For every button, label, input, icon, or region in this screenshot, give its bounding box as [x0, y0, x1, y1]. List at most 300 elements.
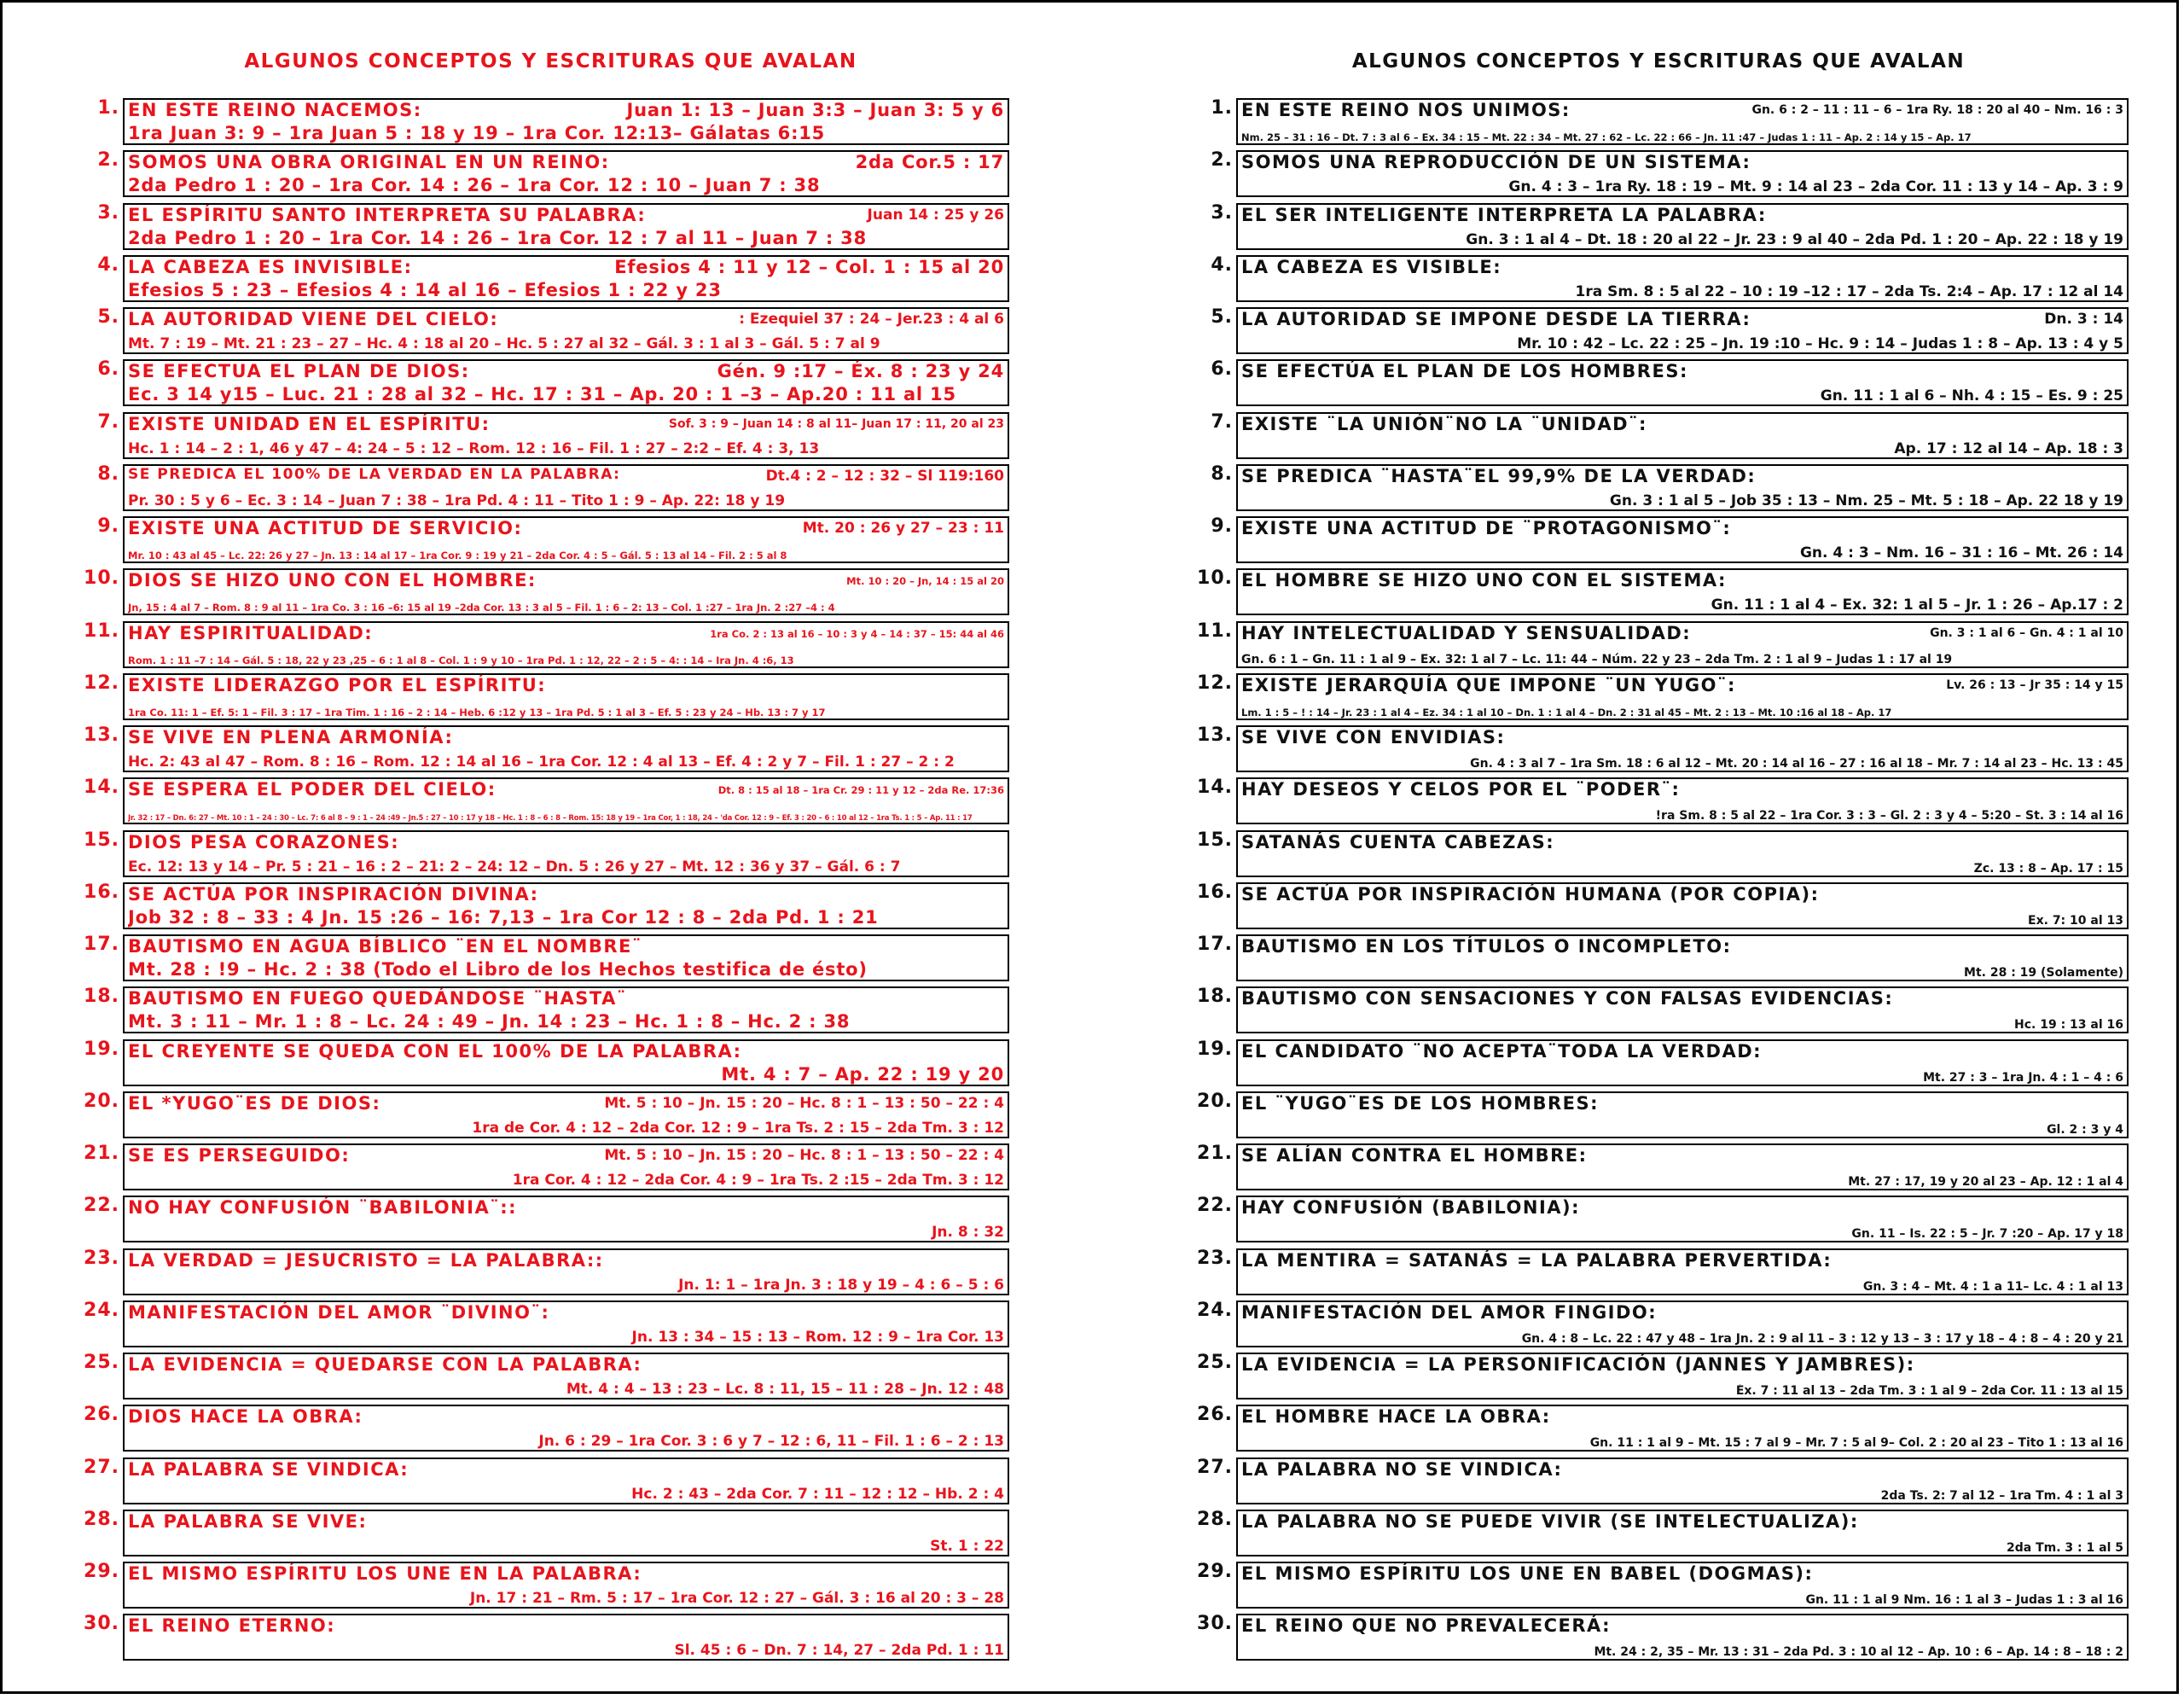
concept-heading: LA VERDAD = JESUCRISTO = LA PALABRA:: — [128, 1249, 604, 1271]
concept-row — [75, 464, 1009, 512]
concept-row — [75, 307, 1009, 355]
scripture-references: Jn. 8 : 32 — [932, 1224, 1004, 1242]
concept-line-1 — [1241, 570, 2123, 591]
concept-heading: LA PALABRA SE VIVE: — [128, 1510, 368, 1532]
concept-number: 30. — [84, 1613, 119, 1635]
concept-number: 4. — [97, 253, 119, 276]
concept-number: 18. — [1197, 986, 1233, 1008]
concept-box — [1236, 1143, 2129, 1190]
concept-box — [1236, 150, 2129, 197]
concept-box — [123, 1510, 1009, 1556]
left-column-title: ALGUNOS CONCEPTOS Y ESCRITURAS QUE AVALAN — [244, 50, 857, 73]
concept-row — [1188, 98, 2129, 146]
concept-number: 13. — [1197, 724, 1233, 746]
concept-box — [123, 621, 1009, 668]
concept-box — [1236, 203, 2129, 250]
scripture-references: !ra Sm. 8 : 5 al 22 – 1ra Cor. 3 : 3 – Gl. 2 : 3 y 4 – 5:20 – St. 3 : 14 al 16 — [1655, 809, 2123, 823]
concept-row — [75, 1039, 1009, 1087]
concept-box — [1236, 1248, 2129, 1295]
scripture-references: Mr. 10 : 42 – Lc. 22 : 25 – Jn. 19 :10 – Hc. 9 : 14 – Judas 1 : 8 – Ap. 13 : 4 y 5 — [1517, 335, 2123, 352]
concept-heading: SE ALÍAN CONTRA EL HOMBRE: — [1241, 1145, 1588, 1166]
concept-heading: MANIFESTACIÓN DEL AMOR ¨DIVINO¨: — [128, 1301, 550, 1323]
concept-number: 18. — [84, 986, 119, 1008]
concept-box — [123, 412, 1009, 459]
concept-heading: EXISTE UNIDAD EN EL ESPÍRITU: — [128, 413, 491, 434]
concept-row — [1188, 150, 2129, 198]
scripture-references: Job 32 : 8 – 33 : 4 Jn. 15 :26 – 16: 7,13 – 1ra Cor 12 : 8 – 2da Pd. 1 : 21 — [128, 906, 879, 928]
concept-line-1 — [128, 361, 1004, 381]
concept-box — [1236, 1353, 2129, 1399]
concept-row — [75, 1510, 1009, 1557]
concept-box — [123, 725, 1009, 772]
concept-row — [75, 1458, 1009, 1505]
concept-box — [123, 934, 1009, 981]
concept-box — [123, 1458, 1009, 1504]
scripture-reference: Dn. 3 : 14 — [2044, 311, 2123, 328]
concept-number: 26. — [1197, 1404, 1233, 1426]
scripture-references: Hc. 2: 43 al 47 – Rom. 8 : 16 – Rom. 12 : 14 al 16 – 1ra Cor. 12 : 4 al 13 – Ef. 4 : 2 y 7 – Fil. 1 : 27 – 2 : 2 — [128, 753, 955, 771]
scripture-reference: Mt. 10 : 20 – Jn, 14 : 15 al 20 — [846, 575, 1004, 588]
concept-line-1 — [128, 1406, 1004, 1427]
concept-heading: SE VIVE CON ENVIDIAS: — [1241, 727, 1506, 748]
concept-line-1 — [128, 1563, 1004, 1584]
concept-row — [75, 1614, 1009, 1661]
scripture-references: St. 1 : 22 — [930, 1537, 1004, 1555]
concept-box — [123, 307, 1009, 354]
concept-number: 14. — [1197, 777, 1233, 799]
concept-line-1 — [1241, 1145, 2123, 1166]
concept-row — [1188, 307, 2129, 355]
concept-number: 21. — [84, 1143, 119, 1164]
concept-number: 27. — [84, 1456, 119, 1478]
concept-number: 2. — [1211, 149, 1233, 172]
concept-row — [75, 1248, 1009, 1296]
concept-box — [123, 1196, 1009, 1242]
scripture-references: Pr. 30 : 5 y 6 – Ec. 3 : 14 – Juan 7 : 38 – 1ra Pd. 4 : 11 – Tito 1 : 9 – Ap. 22: 18 y 19 — [128, 492, 786, 509]
concept-box — [1236, 1458, 2129, 1504]
concept-heading: EXISTE ¨LA UNIÓN¨NO LA ¨UNIDAD¨: — [1241, 413, 1647, 434]
concept-line-1 — [1241, 1041, 2123, 1062]
concept-number: 19. — [1197, 1038, 1233, 1060]
concept-line-1 — [128, 675, 1004, 695]
concept-line-1 — [1241, 1563, 2123, 1584]
concept-line-1 — [1241, 309, 2123, 329]
concept-heading: LA CABEZA ES VISIBLE: — [1241, 256, 1502, 277]
concept-box — [123, 777, 1009, 824]
scripture-references: Jn. 6 : 29 – 1ra Cor. 3 : 6 y 7 – 12 : 6, 11 – Fil. 1 : 6 – 2 : 13 — [538, 1433, 1004, 1451]
concept-line-1 — [128, 1615, 1004, 1636]
concept-number: 5. — [1211, 306, 1233, 328]
concept-heading: LA AUTORIDAD SE IMPONE DESDE LA TIERRA: — [1241, 309, 1751, 329]
scripture-references: Gn. 4 : 3 – Nm. 16 – 31 : 16 – Mt. 26 : 14 — [1799, 544, 2123, 561]
concept-line-1 — [1241, 466, 2123, 486]
concept-row — [75, 621, 1009, 669]
scripture-references: Gn. 11 : 1 al 9 Nm. 16 : 1 al 3 – Judas 1 : 3 al 16 — [1805, 1593, 2123, 1607]
concept-heading: BAUTISMO EN LOS TÍTULOS O INCOMPLETO: — [1241, 936, 1732, 957]
concept-box — [1236, 568, 2129, 615]
concept-line-1 — [1241, 1615, 2123, 1636]
concept-row — [1188, 1458, 2129, 1505]
concept-box — [123, 255, 1009, 302]
concept-line-1 — [128, 309, 1004, 329]
concept-box — [123, 1562, 1009, 1609]
concept-box — [123, 1143, 1009, 1190]
scripture-references: Gn. 3 : 1 al 5 – Job 35 : 13 – Nm. 25 – Mt. 5 : 18 – Ap. 22 18 y 19 — [1609, 492, 2123, 509]
concept-box — [1236, 516, 2129, 563]
concept-line-1 — [128, 832, 1004, 852]
concept-row — [1188, 1143, 2129, 1191]
concept-row — [75, 830, 1009, 878]
scripture-reference: Gén. 9 :17 – Éx. 8 : 23 y 24 — [717, 361, 1004, 382]
concept-row — [1188, 255, 2129, 303]
concept-line-1 — [128, 1197, 1004, 1218]
scripture-references: Mt. 24 : 2, 35 – Mr. 13 : 31 – 2da Pd. 3 : 10 al 12 – Ap. 10 : 6 – Ap. 14 : 8 – 18 : 2 — [1594, 1645, 2123, 1660]
concept-number: 23. — [84, 1247, 119, 1269]
concept-heading: EL *YUGO¨ES DE DIOS: — [128, 1092, 381, 1114]
concept-number: 11. — [1197, 620, 1233, 642]
concept-heading: SE ACTÚA POR INSPIRACIÓN DIVINA: — [128, 883, 539, 905]
scripture-reference: Dt. 8 : 15 al 18 – 1ra Cr. 29 : 11 y 12 – 2da Re. 17:36 — [717, 784, 1004, 797]
concept-box — [1236, 1196, 2129, 1242]
concept-row — [75, 725, 1009, 773]
concept-line-1 — [1241, 1250, 2123, 1271]
scripture-references: Hc. 19 : 13 al 16 — [2014, 1018, 2123, 1033]
concept-number: 22. — [1197, 1195, 1233, 1217]
concept-row — [75, 150, 1009, 198]
concept-heading: SOMOS UNA OBRA ORIGINAL EN UN REINO: — [128, 152, 610, 173]
concept-row — [75, 568, 1009, 616]
scripture-references: 2da Tm. 3 : 1 al 5 — [2007, 1540, 2123, 1555]
concept-row — [75, 1405, 1009, 1452]
concept-row — [75, 986, 1009, 1034]
concept-number: 17. — [84, 934, 119, 955]
concept-box — [1236, 1614, 2129, 1661]
concept-heading: LA PALABRA SE VINDICA: — [128, 1458, 410, 1480]
scripture-references: 1ra Cor. 4 : 12 – 2da Cor. 4 : 9 – 1ra Ts. 2 :15 – 2da Tm. 3 : 12 — [512, 1172, 1004, 1189]
concept-number: 1. — [97, 97, 119, 119]
concept-line-1 — [128, 1459, 1004, 1480]
concept-heading: LA AUTORIDAD VIENE DEL CIELO: — [128, 309, 499, 329]
concept-heading: BAUTISMO CON SENSACIONES Y CON FALSAS EVIDENCIAS: — [1241, 988, 1894, 1010]
concept-heading: EL MISMO ESPÍRITU LOS UNE EN BABEL (DOGMAS): — [1241, 1563, 1814, 1584]
concept-row — [1188, 830, 2129, 878]
concept-number: 8. — [97, 463, 119, 485]
concept-row — [1188, 621, 2129, 669]
concept-box — [1236, 359, 2129, 406]
concept-number: 4. — [1211, 253, 1233, 276]
scripture-reference: Sof. 3 : 9 – Juan 14 : 8 al 11– Juan 17 : 11, 20 al 23 — [668, 416, 1004, 431]
concept-line-1 — [128, 779, 1004, 800]
concept-row — [1188, 1510, 2129, 1557]
concept-box — [1236, 1091, 2129, 1138]
concept-row — [75, 1091, 1009, 1139]
concept-heading: EL REINO ETERNO: — [128, 1615, 336, 1637]
concept-heading: SE ACTÚA POR INSPIRACIÓN HUMANA (POR COPIA): — [1241, 883, 1820, 905]
concept-line-1 — [1241, 257, 2123, 277]
concept-number: 10. — [1197, 567, 1233, 590]
concept-line-1 — [1241, 1354, 2123, 1375]
scripture-reference: : Ezequiel 37 : 24 – Jer.23 : 4 al 6 — [739, 311, 1004, 328]
concept-row — [75, 1562, 1009, 1609]
concept-row — [1188, 1614, 2129, 1661]
scripture-references: 2da Ts. 2: 7 al 12 – 1ra Tm. 4 : 1 al 3 — [1880, 1488, 2123, 1503]
concept-row — [1188, 986, 2129, 1034]
concept-row — [75, 1300, 1009, 1348]
concept-heading: SOMOS UNA REPRODUCCIÓN DE UN SISTEMA: — [1241, 152, 1751, 173]
scripture-references: 1ra Co. 11: 1 – Ef. 5: 1 – Fil. 3 : 17 – 1ra Tim. 1 : 16 – 2 : 14 – Heb. 6 :12 y 13 – 1ra Pd. 5 : 1 al 3 – Ef. 5 : 23 y 24 – Hb. 13 : 7 y 17 — [128, 706, 826, 719]
concept-line-1 — [128, 466, 1004, 483]
concept-line-1 — [128, 257, 1004, 277]
scripture-references: Rom. 1 : 11 –7 : 14 – Gál. 5 : 18, 22 y 23 ,25 – 6 : 1 al 8 – Col. 1 : 9 y 10 – 1ra Pd. 1 : 12, 22 – 2 : 5 – 4: : 14 – Ira Jn. 4 :6, 13 — [128, 654, 794, 666]
concept-number: 28. — [1197, 1508, 1233, 1530]
concept-number: 19. — [84, 1038, 119, 1060]
concept-heading: SE EFECTÚA EL PLAN DE LOS HOMBRES: — [1241, 361, 1688, 382]
concept-row — [75, 1143, 1009, 1191]
concept-heading: EXISTE UNA ACTITUD DE SERVICIO: — [128, 518, 523, 538]
concept-number: 10. — [84, 567, 119, 590]
concept-row — [1188, 203, 2129, 251]
concept-box — [1236, 621, 2129, 668]
scripture-reference: Mt. 20 : 26 y 27 – 23 : 11 — [802, 520, 1004, 537]
scripture-references: Gn. 4 : 3 – 1ra Ry. 18 : 19 – Mt. 9 : 14 al 23 – 2da Cor. 11 : 13 y 14 – Ap. 3 : 9 — [1508, 178, 2123, 196]
concept-heading: HAY ESPIRITUALIDAD: — [128, 622, 374, 643]
concept-row — [75, 882, 1009, 930]
concept-number: 3. — [97, 201, 119, 224]
concept-line-1 — [128, 884, 1004, 905]
concept-row — [1188, 1248, 2129, 1296]
scripture-reference: 1ra Co. 2 : 13 al 16 – 10 : 3 y 4 – 14 : 37 – 15: 44 al 46 — [710, 627, 1004, 640]
concept-row — [1188, 1196, 2129, 1243]
scripture-reference: Efesios 4 : 11 y 12 – Col. 1 : 15 al 20 — [614, 256, 1004, 277]
concept-row — [1188, 777, 2129, 825]
concept-number: 26. — [84, 1404, 119, 1426]
concept-number: 13. — [84, 724, 119, 746]
concept-box — [1236, 1510, 2129, 1556]
concept-row — [1188, 1091, 2129, 1139]
concept-line-1 — [128, 414, 1004, 434]
concept-line-1 — [1241, 100, 2123, 120]
concept-heading: SE VIVE EN PLENA ARMONÍA: — [128, 727, 454, 748]
concept-row — [1188, 1300, 2129, 1348]
concept-line-1 — [128, 1250, 1004, 1271]
concept-number: 25. — [1197, 1352, 1233, 1373]
concept-line-1 — [128, 988, 1004, 1009]
concept-heading: LA EVIDENCIA = QUEDARSE CON LA PALABRA: — [128, 1354, 642, 1375]
concept-row — [1188, 934, 2129, 982]
scripture-references: 2da Pedro 1 : 20 – 1ra Cor. 14 : 26 – 1ra Cor. 12 : 10 – Juan 7 : 38 — [128, 175, 821, 196]
concept-box — [1236, 255, 2129, 302]
scripture-references: Lm. 1 : 5 – ! : 14 – Jr. 23 : 1 al 4 – Ez. 34 : 1 al 10 – Dn. 1 : 1 al 4 – Dn. 2 : 31 al 45 – Mt. 2 : 13 – Mt. 10 :16 al 18 – Ap. 17 — [1241, 706, 1892, 719]
concept-line-1 — [128, 1511, 1004, 1532]
concept-box — [123, 359, 1009, 406]
concept-heading: EL CANDIDATO ¨NO ACEPTA¨TODA LA VERDAD: — [1241, 1040, 1763, 1062]
concept-number: 20. — [1197, 1090, 1233, 1112]
concept-row — [75, 777, 1009, 825]
concept-box — [123, 203, 1009, 250]
concept-box — [123, 464, 1009, 511]
scripture-references: Gn. 11 : 1 al 6 – Nh. 4 : 15 – Es. 9 : 25 — [1820, 387, 2123, 405]
concept-row — [75, 1196, 1009, 1243]
scripture-references: Mt. 4 : 7 – Ap. 22 : 19 y 20 — [721, 1063, 1004, 1085]
concept-line-1 — [128, 1093, 1004, 1114]
concept-line-1 — [1241, 518, 2123, 538]
concept-heading: LA PALABRA NO SE PUEDE VIVIR (SE INTELECTUALIZA): — [1241, 1510, 1859, 1532]
concept-number: 22. — [84, 1195, 119, 1217]
concept-line-1 — [1241, 361, 2123, 381]
concept-row — [1188, 516, 2129, 564]
scripture-references: Gn. 11 : 1 al 4 – Ex. 32: 1 al 5 – Jr. 1 : 26 – Ap.17 : 2 — [1711, 596, 2123, 614]
concept-box — [123, 882, 1009, 929]
concept-box — [123, 986, 1009, 1033]
concept-box — [123, 568, 1009, 615]
scripture-references: Ex. 7: 10 al 13 — [2028, 913, 2123, 928]
concept-box — [1236, 1562, 2129, 1609]
concept-heading: HAY DESEOS Y CELOS POR EL ¨PODER¨: — [1241, 779, 1681, 800]
concept-heading: EL MISMO ESPÍRITU LOS UNE EN LA PALABRA: — [128, 1563, 642, 1584]
scripture-references: Zc. 13 : 8 – Ap. 17 : 15 — [1973, 861, 2123, 876]
concept-line-1 — [128, 1145, 1004, 1166]
concept-box — [1236, 830, 2129, 877]
concept-line-1 — [1241, 727, 2123, 748]
concept-row — [75, 673, 1009, 721]
concept-number: 24. — [1197, 1299, 1233, 1321]
concept-line-1 — [1241, 1459, 2123, 1480]
concept-box — [1236, 412, 2129, 459]
concept-row — [1188, 1405, 2129, 1452]
scripture-references: Mt. 27 : 17, 19 y 20 al 23 – Ap. 12 : 1 al 4 — [1848, 1175, 2123, 1189]
concept-line-1 — [1241, 779, 2123, 800]
concept-line-1 — [1241, 675, 2123, 695]
concept-box — [1236, 673, 2129, 720]
concept-line-1 — [128, 1302, 1004, 1323]
concept-line-1 — [128, 1041, 1004, 1062]
concept-number: 14. — [84, 777, 119, 799]
concept-heading: MANIFESTACIÓN DEL AMOR FINGIDO: — [1241, 1301, 1658, 1323]
scripture-references: Jn. 17 : 21 – Rm. 5 : 17 – 1ra Cor. 12 : 27 – Gál. 3 : 16 al 20 : 3 – 28 — [469, 1590, 1004, 1607]
concept-number: 11. — [84, 620, 119, 642]
scripture-reference: Dt.4 : 2 – 12 : 32 – Sl 119:160 — [765, 467, 1004, 483]
concept-number: 16. — [84, 881, 119, 903]
concept-heading: HAY INTELECTUALIDAD Y SENSUALIDAD: — [1241, 622, 1692, 643]
scripture-references: Jn. 13 : 34 – 15 : 13 – Rom. 12 : 9 – 1ra Cor. 13 — [631, 1328, 1004, 1346]
scripture-references: Sl. 45 : 6 – Dn. 7 : 14, 27 – 2da Pd. 1 : 11 — [674, 1642, 1004, 1660]
concept-line-1 — [128, 518, 1004, 538]
concept-heading: EXISTE LIDERAZGO POR EL ESPÍRITU: — [128, 674, 547, 695]
scripture-references: Gl. 2 : 3 y 4 — [2047, 1122, 2123, 1137]
concept-box — [123, 1091, 1009, 1138]
concept-heading: DIOS SE HIZO UNO CON EL HOMBRE: — [128, 570, 537, 591]
concept-number: 6. — [1211, 358, 1233, 381]
concept-line-1 — [128, 936, 1004, 957]
concept-heading: HAY CONFUSIÓN (BABILONIA): — [1241, 1197, 1581, 1219]
concept-line-1 — [128, 623, 1004, 643]
scripture-reference: Gn. 6 : 2 – 11 : 11 – 6 – 1ra Ry. 18 : 20 al 40 – Nm. 16 : 3 — [1751, 103, 2123, 117]
concept-line-1 — [1241, 152, 2123, 172]
concept-number: 15. — [84, 829, 119, 851]
concept-box — [1236, 307, 2129, 354]
scripture-reference: Mt. 5 : 10 – Jn. 15 : 20 – Hc. 8 : 1 – 13 : 50 – 22 : 4 — [604, 1147, 1004, 1164]
concept-heading: EN ESTE REINO NOS UNIMOS: — [1241, 100, 1571, 120]
scripture-reference: Gn. 3 : 1 al 6 – Gn. 4 : 1 al 10 — [1930, 625, 2123, 640]
scripture-references: Gn. 11 – Is. 22 : 5 – Jr. 7 :20 – Ap. 17 y 18 — [1851, 1227, 2123, 1242]
concept-line-1 — [128, 100, 1004, 120]
concept-line-1 — [1241, 832, 2123, 852]
concept-row — [1188, 673, 2129, 721]
concept-box — [123, 1405, 1009, 1452]
scripture-reference: Mt. 5 : 10 – Jn. 15 : 20 – Hc. 8 : 1 – 13 : 50 – 22 : 4 — [604, 1094, 1004, 1112]
concept-heading: LA EVIDENCIA = LA PERSONIFICACIÓN (JANNES Y JAMBRES): — [1241, 1354, 1915, 1375]
concept-number: 7. — [97, 410, 119, 433]
right-column-title: ALGUNOS CONCEPTOS Y ESCRITURAS QUE AVALAN — [1351, 50, 1966, 73]
scripture-references: Jr. 32 : 17 – Dn. 6: 27 – Mt. 10 : 1 – 24 : 30 – Lc. 7: 6 al 8 – 9 : 1 – 24 :49 – Jn.5 : 27 – 10 : 17 y 18 – Hc. 1 : 8 – 6 : 8 – Rom. 15: 18 y 19 – 1ra Cor, 1 : 18, 24 – 'da Cor. 12 : 9 – Ef. 3 : 20 – 6 : 10 al 12 – 1ra Ts. 1 : 5 – Ap. 11 : 17 — [128, 814, 973, 823]
concept-box — [123, 1353, 1009, 1399]
concept-number: 3. — [1211, 201, 1233, 224]
concept-number: 1. — [1211, 97, 1233, 119]
scripture-reference: Lv. 26 : 13 – Jr 35 : 14 y 15 — [1946, 678, 2123, 692]
scripture-reference: 2da Cor.5 : 17 — [855, 152, 1004, 173]
scripture-references: Mt. 4 : 4 – 13 : 23 – Lc. 8 : 11, 15 – 11 : 28 – Jn. 12 : 48 — [566, 1381, 1004, 1398]
concept-box — [123, 98, 1009, 145]
concept-row — [75, 255, 1009, 303]
concept-box — [1236, 1300, 2129, 1347]
concept-heading: SE ESPERA EL PODER DEL CIELO: — [128, 779, 497, 800]
scripture-references: Mt. 28 : 19 (Solamente) — [1964, 966, 2123, 980]
scripture-reference: Juan 14 : 25 y 26 — [867, 206, 1004, 224]
scripture-references: Hc. 2 : 43 – 2da Cor. 7 : 11 – 12 : 12 – Hb. 2 : 4 — [631, 1485, 1004, 1503]
concept-box — [1236, 986, 2129, 1033]
concept-box — [1236, 98, 2129, 145]
concept-box — [1236, 882, 2129, 929]
concept-line-1 — [1241, 988, 2123, 1009]
concept-heading: DIOS HACE LA OBRA: — [128, 1406, 363, 1428]
concept-heading: BAUTISMO EN AGUA BÍBLICO ¨EN EL NOMBRE¨ — [128, 936, 642, 957]
scripture-references: Ec. 3 14 y15 – Luc. 21 : 28 al 32 – Hc. 17 : 31 – Ap. 20 : 1 –3 – Ap.20 : 11 al 15 — [128, 384, 956, 405]
concept-heading: EL SER INTELIGENTE INTERPRETA LA PALABRA: — [1241, 204, 1767, 225]
scripture-references: Gn. 6 : 1 – Gn. 11 : 1 al 9 – Ex. 32: 1 al 7 – Lc. 11: 44 – Núm. 22 y 23 – 2da Tm. 2 : 1 al 9 – Judas 1 : 17 al 19 — [1241, 652, 1953, 666]
concept-row — [1188, 882, 2129, 930]
concept-line-1 — [1241, 1093, 2123, 1114]
concept-row — [1188, 1039, 2129, 1087]
concept-number: 20. — [84, 1090, 119, 1112]
scripture-references: 1ra Sm. 8 : 5 al 22 – 10 : 19 –12 : 17 – 2da Ts. 2:4 – Ap. 17 : 12 al 14 — [1575, 282, 2123, 300]
concept-box — [123, 673, 1009, 720]
concept-line-1 — [128, 1354, 1004, 1375]
concept-heading: SE PREDICA ¨HASTA¨EL 99,9% DE LA VERDAD: — [1241, 465, 1757, 486]
concept-heading: EL HOMBRE HACE LA OBRA: — [1241, 1406, 1551, 1428]
concept-number: 23. — [1197, 1247, 1233, 1269]
concept-line-1 — [128, 570, 1004, 591]
concept-row — [75, 412, 1009, 460]
concept-line-1 — [1241, 205, 2123, 225]
concept-number: 6. — [97, 358, 119, 381]
concept-line-1 — [1241, 884, 2123, 905]
concept-heading: BAUTISMO EN FUEGO QUEDÁNDOSE ¨HASTA¨ — [128, 988, 627, 1010]
concept-box — [123, 830, 1009, 877]
scripture-references: Jn, 15 : 4 al 7 – Rom. 8 : 9 al 11 – 1ra Co. 3 : 16 –6: 15 al 19 –2da Cor. 13 : 3 al 5 – Fil. 1 : 6 – 2: 13 – Col. 1 :27 – 1ra Jn. 2 :27 –4 : 4 — [128, 602, 835, 614]
concept-line-1 — [1241, 414, 2123, 434]
scripture-references: Efesios 5 : 23 – Efesios 4 : 14 al 16 – Efesios 1 : 22 y 23 — [128, 279, 722, 300]
concept-number: 9. — [1211, 515, 1233, 537]
concept-number: 12. — [84, 672, 119, 694]
concept-number: 16. — [1197, 881, 1233, 903]
scripture-references: Ec. 12: 13 y 14 – Pr. 5 : 21 – 16 : 2 – 21: 2 – 24: 12 – Dn. 5 : 26 y 27 – Mt. 12 : 36 y 37 – Gál. 6 : 7 — [128, 858, 901, 876]
scripture-references: Gn. 4 : 8 – Lc. 22 : 47 y 48 – 1ra Jn. 2 : 9 al 11 – 3 : 12 y 13 – 3 : 17 y 18 – 4 : 8 – 4 : 20 y 21 — [1521, 1331, 2123, 1346]
concept-box — [1236, 725, 2129, 772]
concept-heading: SE EFECTUA EL PLAN DE DIOS: — [128, 361, 470, 382]
concept-number: 2. — [97, 149, 119, 172]
scripture-references: Mr. 10 : 43 al 45 – Lc. 22: 26 y 27 – Jn. 13 : 14 al 17 – 1ra Cor. 9 : 19 y 21 – 2da Cor. 4 : 5 – Gál. 5 : 13 al 14 – Fil. 2 : 5 al 8 — [128, 550, 787, 561]
scripture-reference: Juan 1: 13 – Juan 3:3 – Juan 3: 5 y 6 — [626, 100, 1004, 120]
